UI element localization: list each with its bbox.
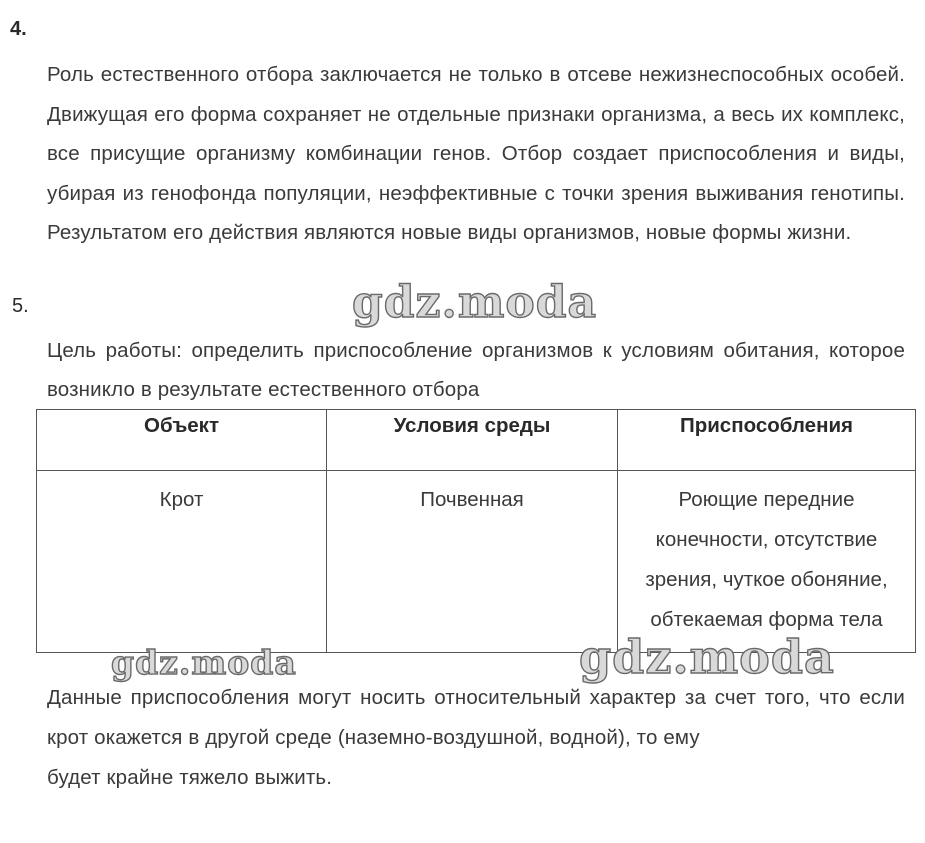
table-row [37,471,916,653]
cell-adaptations: Роющие передние конечности, отсутствие зрения, чуткое обоняние, обтекаемая форма тела [618,471,916,653]
watermark-logo: gdz.moda [111,643,297,682]
column-header-conditions: Условия среды [327,410,618,471]
task-number-4: 4. [10,18,27,40]
table-header-row [37,410,916,471]
cell-object: Крот [37,471,327,653]
column-header-adaptations: Приспособления [618,410,916,471]
watermark-logo: gdz.moda [352,277,598,328]
work-goal-text: Цель работы: определить приспособление организмов к условиям обитания, которое возникло в результате естественного отбора [47,339,905,401]
conclusion-text: Данные приспособления могут носить относительный характер за счет того, что если крот окажется в другой среде (наземно-воздушной, водной), то ему [47,686,905,749]
task-number-5: 5. [12,295,29,317]
adaptations-table [36,409,916,653]
cell-conditions: Почвенная [327,471,618,653]
column-header-object: Объект [37,410,327,471]
task-4-answer-text: Роль естественного отбора заключается не только в отсеве нежизнеспособных особей. Движущая его форма сохраняет не отдельные признаки организма, а весь их комплекс, все присущие организму комбинации генов. Отбор создает приспособления и виды, убирая из генофонда популяции, неэффективные с точки зрения выживания генотипы. Результатом его действия являются новые виды организмов, новые формы жизни. [47,63,905,245]
conclusion-text-end: будет крайне тяжело выжить. [47,766,333,789]
watermark-logo: gdz.moda [579,630,835,684]
